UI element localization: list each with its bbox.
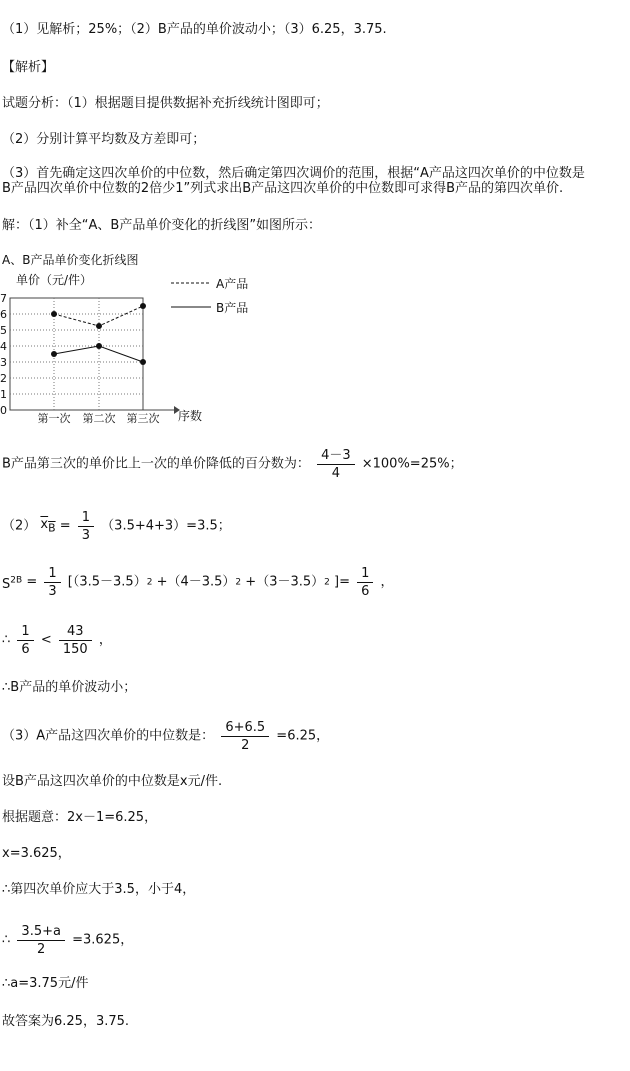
x-axis-label: 序数 <box>178 409 203 423</box>
analysis-header: 【解析】 <box>2 60 55 75</box>
variance-result-fraction <box>357 566 373 599</box>
a-fraction <box>17 924 65 957</box>
fraction-denominator: 150 <box>62 642 88 657</box>
fraction-denominator: 3 <box>81 528 91 543</box>
variance-end: ， <box>380 574 394 590</box>
data-point <box>96 343 102 349</box>
mean-fraction <box>78 510 94 543</box>
median-line <box>2 720 329 753</box>
analysis-step-2: （2）分别计算平均数及方差即可； <box>2 132 206 147</box>
data-point <box>96 323 102 329</box>
variance-fraction <box>44 566 60 599</box>
fraction-numerator: 1 <box>78 510 94 527</box>
x-tick-label: 第二次 <box>82 412 116 425</box>
plot-frame <box>10 298 143 410</box>
variance-close: ]= <box>334 574 350 590</box>
let-b-line: 设B产品这四次单价的中位数是x元/件. <box>2 774 223 789</box>
y-tick-label: 6 <box>0 308 7 321</box>
mean-equals: = <box>59 518 71 534</box>
fraction-numerator: 1 <box>17 624 33 641</box>
less-than-symbol: < <box>40 632 52 648</box>
mean-variable: x <box>40 516 49 532</box>
mean-suffix: （3.5+4+3）=3.5； <box>101 518 231 534</box>
median-suffix: =6.25， <box>276 728 330 744</box>
a-suffix: =3.625， <box>72 932 134 948</box>
final-answer-line: 故答案为6.25，3.75. <box>2 1014 130 1029</box>
data-point <box>51 311 57 317</box>
fraction-numerator: 4－3 <box>317 448 355 465</box>
analysis-intro: 试题分析：（1）根据题目提供数据补充折线统计图即可； <box>2 96 329 111</box>
compare-left-fraction <box>17 624 33 657</box>
y-tick-label: 4 <box>0 340 7 353</box>
chart-title: A、B产品单价变化折线图 <box>2 253 139 267</box>
variance-line <box>2 566 394 599</box>
range-line: ∴第四次单价应大于3.5，小于4， <box>2 882 196 897</box>
variance-term-3: +（3－3.5） <box>245 574 325 590</box>
fraction-numerator: 6+6.5 <box>221 720 269 737</box>
analysis-step-3b: B产品四次单价中位数的2倍少1”列式求出B产品这四次单价的中位数即可求得B产品的第四次单价. <box>2 181 564 196</box>
compare-end: ， <box>98 632 112 648</box>
legend-label: A产品 <box>216 277 249 291</box>
y-tick-label: 5 <box>0 324 7 337</box>
analysis-step-3a: （3）首先确定这四次单价的中位数，然后确定第四次调价的范围，根据“A产品这四次单价的中位数是 <box>2 166 585 181</box>
mean-line <box>2 510 231 543</box>
solution-step-1: 解：（1）补全“A、B产品单价变化的折线图”如图所示： <box>2 218 322 233</box>
mean-symbol <box>40 516 56 535</box>
fraction-numerator: 1 <box>357 566 373 583</box>
percent-line <box>2 448 463 481</box>
y-tick-label: 3 <box>0 356 7 369</box>
fraction-numerator: 43 <box>59 624 92 641</box>
a-equation-line <box>2 924 133 957</box>
fraction-denominator: 6 <box>21 642 30 657</box>
variance-superscript: 2B <box>10 575 23 586</box>
percent-suffix: ×100%=25%； <box>361 456 463 472</box>
line-chart <box>0 250 630 430</box>
fraction-numerator: 1 <box>44 566 60 583</box>
median-fraction <box>221 720 269 753</box>
data-point <box>51 351 57 357</box>
percent-fraction <box>317 448 355 481</box>
fraction-denominator: 2 <box>37 942 46 957</box>
variance-term-1: [（3.5－3.5） <box>67 574 147 590</box>
conclusion-2: ∴B产品的单价波动小； <box>2 680 137 695</box>
x-tick-label: 第一次 <box>37 412 71 425</box>
a-value-line: ∴a=3.75元/件 <box>2 976 89 991</box>
mean-subscript: B <box>48 521 56 535</box>
legend-label: B产品 <box>216 301 249 315</box>
fraction-denominator: 2 <box>241 738 250 753</box>
answer-line: （1）见解析；25%；（2）B产品的单价波动小；（3）6.25，3.75. <box>2 22 387 37</box>
variance-square-2: 2 <box>235 577 242 588</box>
x-tick-label: 第三次 <box>126 412 160 425</box>
compare-line <box>2 624 112 657</box>
fraction-numerator: 3.5+a <box>17 924 65 941</box>
variance-term-2: +（4－3.5） <box>156 574 236 590</box>
therefore-symbol: ∴ <box>2 632 11 648</box>
median-prefix: （3）A产品这四次单价的中位数是： <box>2 728 215 744</box>
compare-right-fraction <box>59 624 92 657</box>
y-tick-label: 1 <box>0 388 7 401</box>
equation-line: 根据题意：2x－1=6.25， <box>2 810 158 825</box>
y-tick-label: 0 <box>0 404 7 417</box>
variance-square-3: 2 <box>324 577 330 588</box>
variance-letter: S <box>2 576 11 592</box>
fraction-denominator: 6 <box>361 584 370 599</box>
y-tick-label: 7 <box>0 292 7 305</box>
data-point <box>140 303 146 309</box>
y-tick-label: 2 <box>0 372 7 385</box>
data-point <box>140 359 146 365</box>
x-value-line: x=3.625， <box>2 846 71 861</box>
y-axis-label: 单价（元/件） <box>16 273 93 287</box>
percent-prefix: B产品第三次的单价比上一次的单价降低的百分数为： <box>2 456 310 472</box>
mean-prefix: （2） <box>2 518 37 534</box>
variance-equals: = <box>26 574 38 590</box>
fraction-denominator: 4 <box>331 466 340 481</box>
therefore-symbol: ∴ <box>2 932 11 948</box>
variance-square-1: 2 <box>146 577 153 588</box>
variance-symbol <box>2 577 22 592</box>
fraction-denominator: 3 <box>48 584 57 599</box>
